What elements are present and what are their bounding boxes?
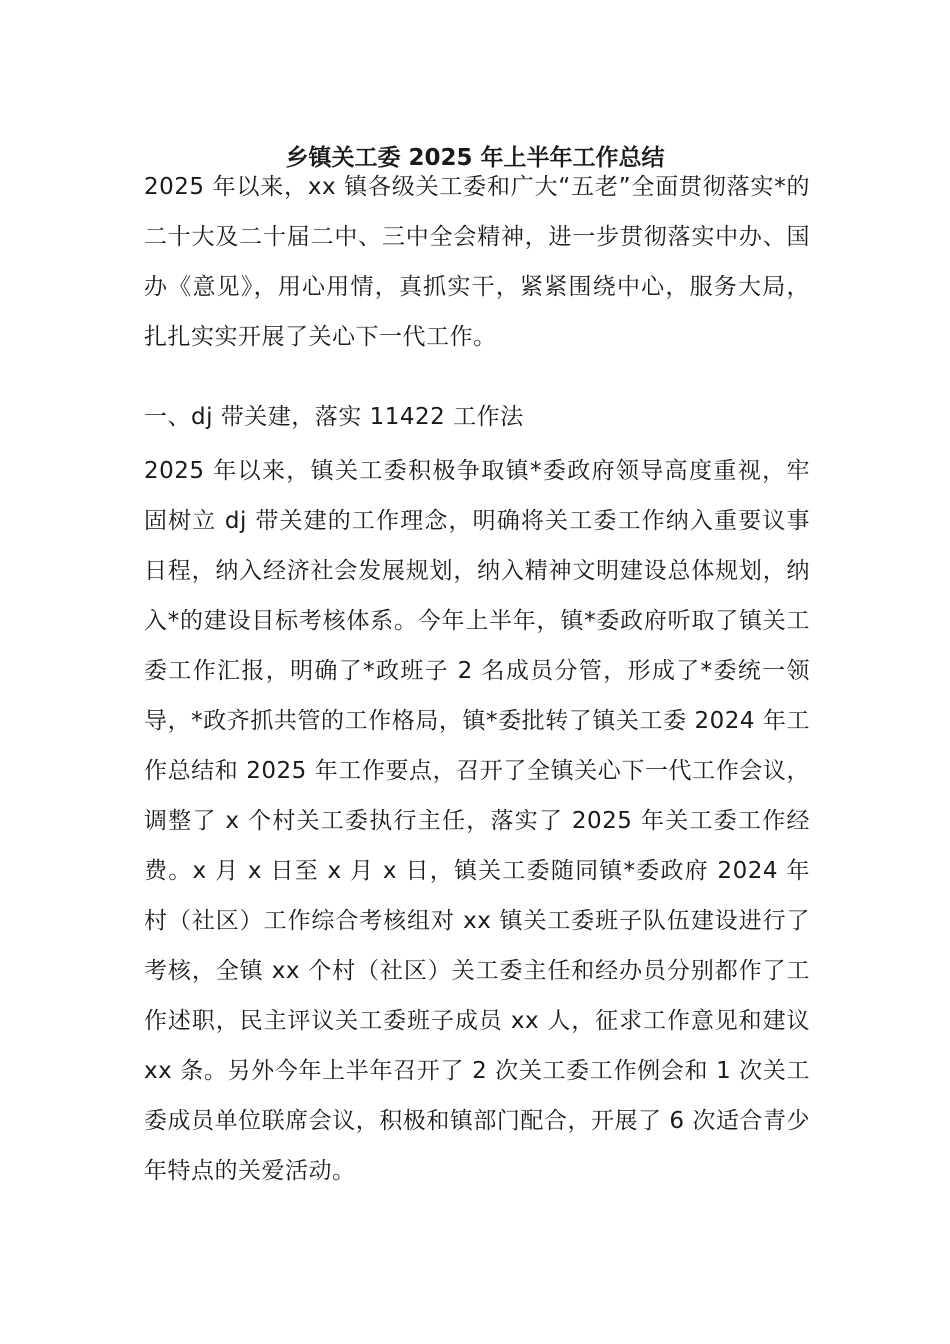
section-paragraph: 2025 年以来，镇关工委积极争取镇*委政府领导高度重视，牢固树立 dj 带关建的工作理念，明确将关工委工作纳入重要议事日程，纳入经济社会发展规划，纳入精神文明建设总体规划，纳入*的建设目标考核体系。今年上半年，镇*委政府听取了镇关工委工作汇报，明确了*政班子 2 名成员分管，形成了*委统一领导，*政齐抓共管的工作格局，镇*委批转了镇关工委 2024 年工作总结和 2025 年工作要点，召开了全镇关心下一代工作会议，调整了 x 个村关工委执行主任，落实了 2025 年关工委工作经费。x 月 x 日至 x 月 x 日，镇关工委随同镇*委政府 2024 年村（社区）工作综合考核组对 xx 镇关工委班子队伍建设进行了考核，全镇 xx 个村（社区）关工委主任和经办员分别都作了工作述职，民主评议关工委班子成员 xx 人，征求工作意见和建议 xx 条。另外今年上半年召开了 2 次关工委工作例会和 1 次关工委成员单位联席会议，积极和镇部门配合，开展了 6 次适合青少年特点的关爱活动。 xyxy=(144,458,810,1184)
section-heading: 一、dj 带关建，落实 11422 工作法 xyxy=(144,404,524,430)
intro-paragraph: 2025 年以来，xx 镇各级关工委和广大“五老”全面贯彻落实*的二十大及二十届二中、三中全会精神，进一步贯彻落实中办、国办《意见》，用心用情，真抓实干，紧紧围绕中心，服务大局，扎扎实实开展了关心下一代工作。 xyxy=(144,174,810,350)
document-title: 乡镇关工委 2025 年上半年工作总结 xyxy=(285,145,665,171)
